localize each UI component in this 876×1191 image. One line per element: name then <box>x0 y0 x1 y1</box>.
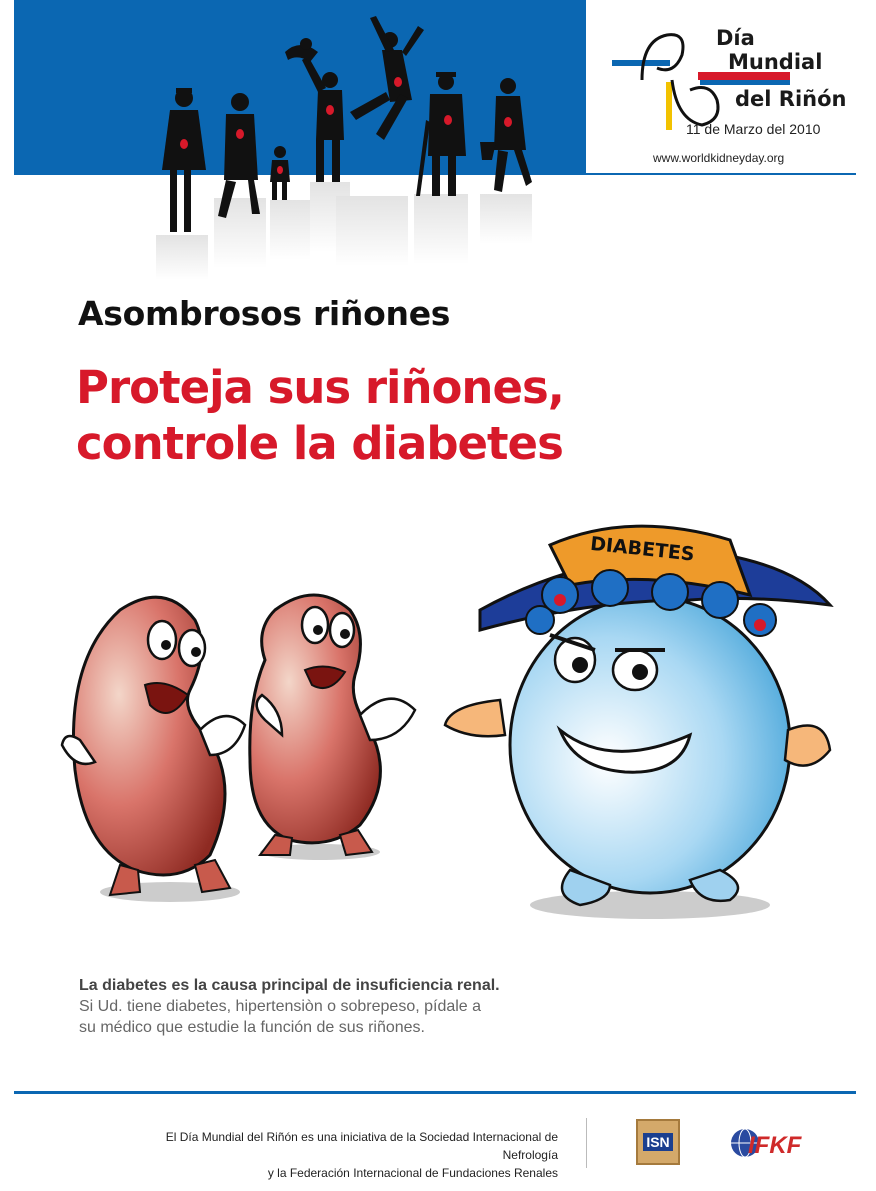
footer-separator <box>586 1118 587 1168</box>
logo-title-line3: del Riñón <box>735 87 847 111</box>
ifkf-logo <box>730 1124 810 1164</box>
event-date: 11 de Marzo del 2010 <box>686 121 821 137</box>
logo-title-line2: Mundial <box>728 50 823 74</box>
poster-subtitle: Asombrosos riñones <box>78 294 451 333</box>
kidney-character-left <box>62 597 245 895</box>
pedestal <box>480 194 532 244</box>
footer-credits <box>108 1128 558 1182</box>
pedestal <box>156 235 208 280</box>
pedestal <box>270 200 310 260</box>
header-divider-line <box>586 173 856 175</box>
footer-line1: El Día Mundial del Riñón es una iniciativa de la Sociedad Internacional de Nefrología <box>165 1130 558 1162</box>
body-line1: La diabetes es la causa principal de insuficiencia renal. <box>79 977 500 994</box>
kidneys-and-diabetes-cartoon <box>50 500 850 930</box>
pedestal <box>336 196 408 266</box>
headline-line2: controle la diabetes <box>76 417 563 470</box>
ifkf-logo-text: IFKF <box>748 1132 802 1159</box>
website-url: www.worldkidneyday.org <box>653 151 785 165</box>
info-paragraph <box>79 975 500 1038</box>
isn-logo <box>636 1119 680 1165</box>
diabetes-character <box>445 526 830 905</box>
isn-logo-text: ISN <box>643 1133 672 1151</box>
people-silhouettes-image <box>150 10 570 280</box>
logo-title-line1: Día <box>716 26 755 50</box>
footer-divider-line <box>14 1091 856 1094</box>
body-line2: Si Ud. tiene diabetes, hipertensiòn o sobrepeso, pídale a <box>79 998 482 1015</box>
footer-line2: y la Federación Internacional de Fundaciones Renales <box>267 1166 558 1180</box>
body-line3: su médico que estudie la función de sus riñones. <box>79 1019 425 1036</box>
poster-headline <box>76 360 564 472</box>
pedestal <box>414 194 468 264</box>
kidney-character-right <box>250 595 415 855</box>
headline-line1: Proteja sus riñones, <box>76 361 564 414</box>
hat-label: DIABETES <box>589 532 696 566</box>
